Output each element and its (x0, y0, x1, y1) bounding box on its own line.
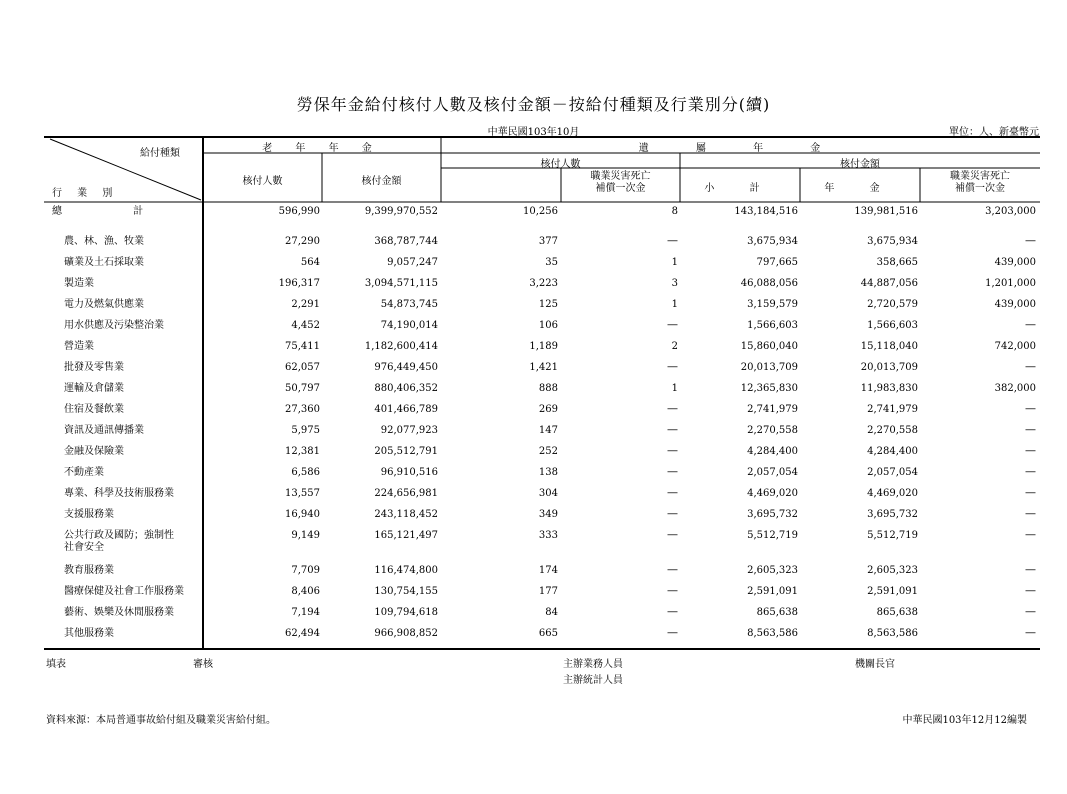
industry-label: 住宿及餐飲業 (64, 404, 124, 415)
table-cell: — (667, 423, 678, 436)
table-cell: 5,975 (291, 425, 320, 436)
table-cell: 62,494 (285, 628, 320, 639)
table-cell: 2,057,054 (867, 467, 918, 478)
table-cell: 8,563,586 (747, 628, 798, 639)
table-cell: 35 (545, 257, 558, 268)
corner-bottom-label: 行 業 別 (52, 188, 119, 199)
table-cell: — (667, 626, 678, 639)
table-cell: 966,908,852 (374, 628, 438, 639)
table-cell: 243,118,452 (374, 509, 438, 520)
footer-source: 資料來源：本局普通事故給付組及職業災害給付組。 (46, 715, 276, 726)
table-cell: 7,709 (291, 565, 320, 576)
table-cell: 564 (300, 257, 320, 268)
count-group-header: 核付人數 (540, 159, 581, 170)
table-cell: 596,990 (278, 206, 320, 217)
table-cell: 3,695,732 (867, 509, 918, 520)
table-cell: — (1025, 626, 1036, 639)
table-cell: 3 (671, 278, 678, 289)
table-cell: 1,421 (529, 362, 558, 373)
table-cell: 358,665 (876, 257, 918, 268)
report-date: 中華民國103年10月 (487, 127, 580, 138)
table-cell: — (1025, 234, 1036, 247)
table-cell: 6,586 (291, 467, 320, 478)
table-cell: — (1025, 318, 1036, 331)
industry-label: 礦業及土石採取業 (64, 257, 144, 268)
table-cell: 2,741,979 (867, 404, 918, 415)
table-cell: — (667, 465, 678, 478)
table-cell: 5,512,719 (867, 530, 918, 541)
table-cell: 880,406,352 (374, 383, 438, 394)
table-cell: 2,741,979 (747, 404, 798, 415)
col-old-count: 核付人數 (242, 176, 283, 187)
table-cell: 865,638 (876, 607, 918, 618)
table-cell: 116,474,800 (374, 565, 438, 576)
table-cell: 4,452 (291, 320, 320, 331)
table-cell: 252 (538, 446, 558, 457)
table-cell: 1,189 (529, 341, 558, 352)
table-cell: 382,000 (994, 383, 1036, 394)
table-cell: 3,675,934 (867, 236, 918, 247)
table-cell: 147 (538, 425, 558, 436)
table-cell: 3,223 (529, 278, 558, 289)
table-cell: 1 (671, 257, 678, 268)
table-cell: 1,566,603 (867, 320, 918, 331)
table-cell: 5,512,719 (747, 530, 798, 541)
industry-label: 批發及零售業 (64, 362, 124, 373)
industry-label: 專業、科學及技術服務業 (64, 488, 174, 499)
unit-label: 單位：人、新臺幣元 (949, 127, 1039, 138)
table-cell: 205,512,791 (374, 446, 438, 457)
table-cell: 174 (538, 565, 558, 576)
table-cell: — (667, 584, 678, 597)
table-cell: 8,406 (291, 586, 320, 597)
table-cell: 2,605,323 (867, 565, 918, 576)
table-cell: 888 (538, 383, 558, 394)
table-cell: 224,656,981 (374, 488, 438, 499)
table-cell: 1,182,600,414 (364, 341, 438, 352)
table-cell: 1 (671, 299, 678, 310)
table-cell: 177 (538, 586, 558, 597)
table-cell: 2,591,091 (867, 586, 918, 597)
table-cell: — (1025, 402, 1036, 415)
table-cell: 130,754,155 (374, 586, 438, 597)
table-cell: 12,381 (285, 446, 320, 457)
table-cell: 54,873,745 (380, 299, 438, 310)
table-cell: — (1025, 465, 1036, 478)
industry-label: 醫療保健及社會工作服務業 (64, 586, 184, 597)
table-cell: 269 (538, 404, 558, 415)
table-cell: 9,057,247 (387, 257, 438, 268)
table-cell: — (1025, 563, 1036, 576)
table-cell: 2,270,558 (747, 425, 798, 436)
table-cell: 13,557 (285, 488, 320, 499)
industry-label: 農、林、漁、牧業 (64, 236, 144, 247)
table-cell: 439,000 (994, 299, 1036, 310)
table-cell: 8 (671, 206, 678, 217)
table-cell: 143,184,516 (734, 206, 798, 217)
table-cell: 20,013,709 (740, 362, 798, 373)
table-cell: — (1025, 486, 1036, 499)
table-cell: 27,360 (285, 404, 320, 415)
table-cell: 84 (545, 607, 558, 618)
amount-group-header: 核付金額 (840, 159, 880, 170)
table-cell: 9,399,970,552 (364, 206, 438, 217)
industry-label: 營造業 (64, 341, 94, 352)
table-cell: 3,159,579 (747, 299, 798, 310)
industry-label: 支援服務業 (64, 509, 114, 520)
table-cell: — (667, 563, 678, 576)
table-cell: 4,469,020 (867, 488, 918, 499)
industry-label: 用水供應及污染整治業 (64, 320, 164, 331)
industry-label: 不動產業 (64, 467, 104, 478)
survivor-header: 遺 屬 年 金 (638, 143, 843, 154)
table-cell: 8,563,586 (867, 628, 918, 639)
table-cell: 139,981,516 (854, 206, 918, 217)
col-old-amount: 核付金額 (361, 176, 402, 187)
table-cell: 27,290 (285, 236, 320, 247)
col-annuity: 年 金 (824, 183, 896, 194)
table-cell: 46,088,056 (740, 278, 798, 289)
table-cell: 1,201,000 (985, 278, 1036, 289)
report-title: 勞保年金給付核付人數及核付金額－按給付種類及行業別分(續) (296, 95, 771, 114)
table-cell: 2,605,323 (747, 565, 798, 576)
footer-chief: 機關長官 (855, 659, 895, 670)
table-cell: 44,887,056 (860, 278, 918, 289)
industry-label: 電力及燃氣供應業 (64, 299, 144, 310)
table-cell: 439,000 (994, 257, 1036, 268)
table-cell: 2,057,054 (747, 467, 798, 478)
table-cell: 7,194 (291, 607, 320, 618)
table-cell: — (667, 507, 678, 520)
table-cell: 12,365,830 (740, 383, 798, 394)
table-cell: 4,469,020 (747, 488, 798, 499)
table-cell: — (667, 528, 678, 541)
table-cell: 1,566,603 (747, 320, 798, 331)
table-cell: 10,256 (523, 206, 558, 217)
col-occ-death-count: 職業災害死亡 補償一次金 (590, 171, 651, 194)
industry-label: 其他服務業 (64, 628, 114, 639)
table-cell: — (667, 486, 678, 499)
table-cell: 2 (671, 341, 678, 352)
table-cell: 109,794,618 (374, 607, 438, 618)
table-cell: 3,675,934 (747, 236, 798, 247)
industry-label: 公共行政及國防；強制性 社會安全 (64, 530, 174, 553)
table-cell: 11,983,830 (860, 383, 918, 394)
old-age-header: 老 年 年 金 (262, 143, 382, 154)
table-cell: 15,860,040 (740, 341, 798, 352)
footer-review: 審核 (193, 659, 213, 670)
table-cell: 50,797 (285, 383, 320, 394)
table-cell: 368,787,744 (374, 236, 438, 247)
table-cell: — (1025, 528, 1036, 541)
table-cell: 4,284,400 (747, 446, 798, 457)
table-cell: 3,094,571,115 (364, 278, 438, 289)
table-cell: 742,000 (994, 341, 1036, 352)
table-cell: — (1025, 423, 1036, 436)
footer-compiled: 中華民國103年12月12編製 (902, 715, 1027, 726)
table-cell: 92,077,923 (380, 425, 438, 436)
industry-label: 藝術、娛樂及休閒服務業 (64, 607, 174, 618)
footer-stats: 主辦統計人員 (563, 675, 623, 686)
table-cell: — (667, 318, 678, 331)
table-cell: 3,203,000 (985, 206, 1036, 217)
table-cell: 333 (538, 530, 558, 541)
table-cell: 3,695,732 (747, 509, 798, 520)
table-cell: 125 (538, 299, 558, 310)
table-cell: 16,940 (285, 509, 320, 520)
table-cell: 797,665 (756, 257, 798, 268)
table-cell: 976,449,450 (374, 362, 438, 373)
table-cell: 20,013,709 (860, 362, 918, 373)
table-cell: — (667, 444, 678, 457)
table-cell: — (1025, 507, 1036, 520)
table-cell: — (1025, 584, 1036, 597)
industry-label: 金融及保險業 (64, 446, 124, 457)
table-cell: 196,317 (278, 278, 320, 289)
col-occ-death-amount: 職業災害死亡 補償一次金 (950, 171, 1010, 194)
corner-top-label: 給付種類 (140, 148, 180, 159)
table-cell: 4,284,400 (867, 446, 918, 457)
industry-label: 運輸及倉儲業 (64, 383, 124, 394)
footer-fill: 填表 (46, 659, 66, 670)
table-cell: — (667, 360, 678, 373)
table-cell: 75,411 (285, 341, 320, 352)
table-cell: — (667, 605, 678, 618)
table-cell: 165,121,497 (374, 530, 438, 541)
table-cell: 865,638 (756, 607, 798, 618)
table-cell: 349 (538, 509, 558, 520)
table-cell: 138 (538, 467, 558, 478)
table-cell: 9,149 (291, 530, 320, 541)
footer-business: 主辦業務人員 (563, 659, 623, 670)
table-cell: — (667, 234, 678, 247)
industry-label: 教育服務業 (64, 565, 114, 576)
col-subtotal: 小 計 (704, 183, 776, 194)
total-label: 總 計 (52, 206, 178, 217)
table-cell: 2,291 (291, 299, 320, 310)
table-cell: — (1025, 444, 1036, 457)
table-cell: 401,466,789 (374, 404, 438, 415)
table-cell: 304 (538, 488, 558, 499)
table-cell: — (667, 402, 678, 415)
table-cell: 377 (538, 236, 558, 247)
table-cell: 2,270,558 (867, 425, 918, 436)
table-cell: — (1025, 360, 1036, 373)
table-cell: 96,910,516 (380, 467, 438, 478)
industry-label: 製造業 (64, 278, 94, 289)
table-cell: 2,591,091 (747, 586, 798, 597)
table-cell: 62,057 (285, 362, 320, 373)
table-cell: 15,118,040 (860, 341, 918, 352)
table-cell: 106 (538, 320, 558, 331)
table-cell: 1 (671, 383, 678, 394)
table-cell: 2,720,579 (867, 299, 918, 310)
table-cell: 74,190,014 (380, 320, 438, 331)
table-cell: — (1025, 605, 1036, 618)
table-cell: 665 (538, 628, 558, 639)
industry-label: 資訊及通訊傳播業 (64, 425, 144, 436)
